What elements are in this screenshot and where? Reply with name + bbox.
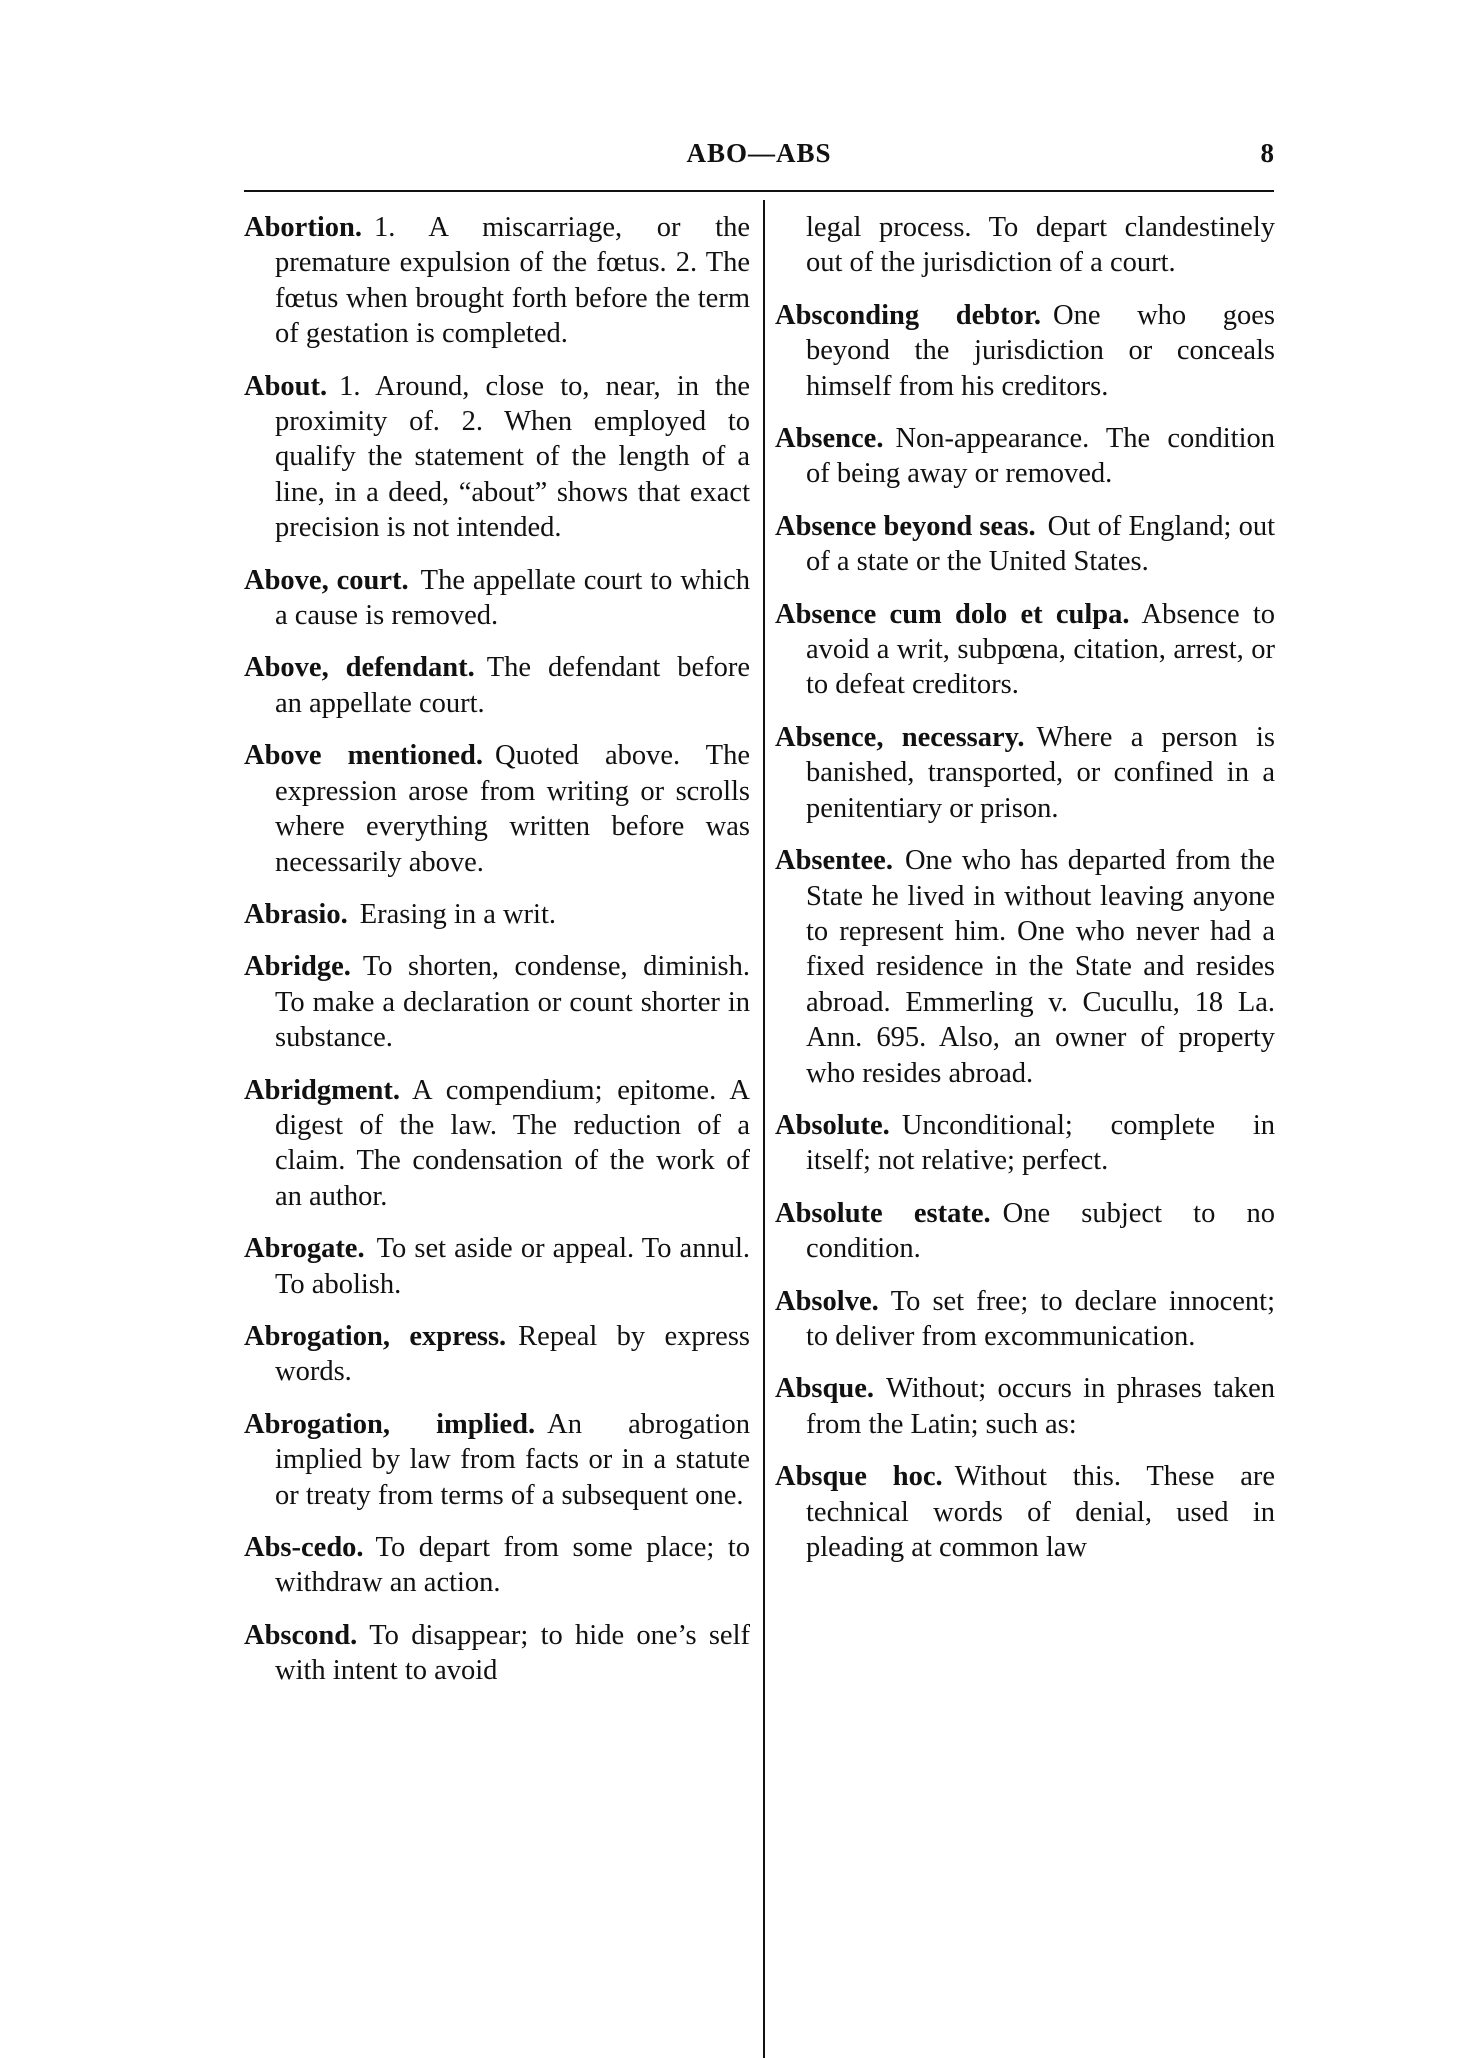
entry-headword: Absence, necessary. bbox=[775, 721, 1025, 753]
dictionary-entry bbox=[244, 210, 750, 352]
entry-headword: Absque hoc. bbox=[775, 1461, 943, 1493]
entry-definition: Without; occurs in phrases taken from the Latin; such as: bbox=[806, 1373, 1275, 1440]
dictionary-entry bbox=[244, 949, 750, 1055]
dictionary-entry bbox=[244, 1530, 750, 1601]
entry-definition: The defendant before an appellate court. bbox=[275, 652, 751, 719]
entry-headword: Abscond. bbox=[244, 1619, 358, 1651]
entry-headword: Absence cum dolo et culpa. bbox=[775, 598, 1130, 630]
entry-definition: To shorten, condense, diminish. To make a declaration or count shorter in substance. bbox=[275, 951, 750, 1054]
entry-definition: Unconditional; complete in itself; not relative; perfect. bbox=[806, 1109, 1275, 1177]
entry-definition: One who has departed from the State he lived in without leaving anyone to represent him. One who never had a fixed residence in the State and resides abroad. Emmerling v. Cucullu, 18 La. Ann. 695. Also, an owner of property who resides abroad. bbox=[806, 845, 1275, 1089]
entry-definition: To set free; to declare innocent; to deliver from excommunication. bbox=[806, 1285, 1275, 1352]
entry-headword: Absence. bbox=[775, 423, 884, 455]
dictionary-entry bbox=[775, 720, 1275, 826]
continued-definition: legal process. To depart clandestinely out of the jurisdiction of a court. bbox=[806, 212, 1275, 279]
left-column bbox=[244, 210, 750, 1706]
dictionary-entry bbox=[775, 597, 1275, 703]
entry-definition: One who goes beyond the jurisdiction or conceals himself from his creditors. bbox=[806, 299, 1275, 402]
running-head: ABO—ABS bbox=[686, 138, 832, 168]
entry-headword: Abrogation, implied. bbox=[244, 1408, 536, 1440]
entry-definition: To depart from some place; to withdraw an action. bbox=[275, 1532, 750, 1599]
entry-headword: Absolve. bbox=[775, 1285, 879, 1317]
dictionary-entry bbox=[244, 1231, 750, 1302]
column-divider bbox=[763, 200, 765, 2058]
dictionary-entry bbox=[244, 369, 750, 546]
entry-headword: Abridgment. bbox=[244, 1074, 400, 1106]
page-header bbox=[244, 138, 1274, 174]
dictionary-entry bbox=[775, 298, 1275, 404]
entry-definition: Quoted above. The expression arose from writing or scrolls where everything written before was necessarily above. bbox=[275, 740, 750, 878]
entry-definition: Non-appearance. The condition of being away or removed. bbox=[806, 423, 1275, 490]
entry-definition: Absence to avoid a writ, subpœna, citation, arrest, or to defeat creditors. bbox=[806, 598, 1275, 701]
entry-headword: Absentee. bbox=[775, 845, 893, 877]
dictionary-entry bbox=[244, 563, 750, 634]
entry-headword: Abridge. bbox=[244, 951, 351, 983]
entry-definition: A compendium; epitome. A digest of the law. The reduction of a claim. The condensation of the work of an author. bbox=[275, 1074, 750, 1212]
entry-definition: Without this. These are technical words of denial, used in pleading at common law bbox=[806, 1461, 1276, 1563]
entry-definition: An abrogation implied by law from facts or in a statute or treaty from terms of a subsequent one. bbox=[275, 1408, 750, 1511]
entry-definition: 1. Around, close to, near, in the proximity of. 2. When employed to qualify the statement of the length of a line, in a deed, “about” shows that exact precision is not intended. bbox=[275, 370, 750, 544]
dictionary-entry bbox=[775, 509, 1275, 580]
entry-headword: Absence beyond seas. bbox=[775, 510, 1036, 542]
entry-definition: To disappear; to hide one’s self with intent to avoid bbox=[275, 1619, 750, 1687]
header-rule bbox=[244, 190, 1274, 192]
entry-headword: Abrasio. bbox=[244, 898, 348, 930]
entry-headword: Abrogation, express. bbox=[244, 1320, 507, 1352]
dictionary-entry bbox=[775, 1459, 1275, 1565]
entry-headword: Abortion. bbox=[244, 212, 362, 243]
entry-headword: Above, defendant. bbox=[244, 652, 475, 684]
dictionary-entry bbox=[244, 1407, 750, 1513]
entry-definition: 1. A miscarriage, or the premature expulsion of the fœtus. 2. The fœtus when brought forth before the term of gestation is completed. bbox=[275, 212, 750, 350]
entry-headword: Absolute. bbox=[775, 1109, 890, 1141]
entry-definition: Out of England; out of a state or the United States. bbox=[806, 510, 1276, 578]
entry-definition: The appellate court to which a cause is removed. bbox=[275, 564, 750, 632]
dictionary-entry bbox=[244, 1319, 750, 1390]
dictionary-entry bbox=[775, 843, 1275, 1091]
dictionary-entry bbox=[775, 421, 1275, 492]
entry-definition: Where a person is banished, transported, or confined in a penitentiary or prison. bbox=[806, 721, 1275, 824]
dictionary-entry bbox=[775, 1196, 1275, 1267]
entry-definition: Repeal by express words. bbox=[275, 1320, 750, 1388]
dictionary-entry bbox=[244, 897, 750, 932]
dictionary-entry bbox=[775, 1284, 1275, 1355]
right-column bbox=[775, 210, 1275, 1582]
entry-headword: Absolute estate. bbox=[775, 1197, 991, 1229]
dictionary-entry bbox=[244, 650, 750, 721]
entry-headword: Abrogate. bbox=[244, 1233, 365, 1265]
dictionary-entry bbox=[244, 1073, 750, 1215]
dictionary-entry bbox=[775, 1371, 1275, 1442]
entry-headword: Absque. bbox=[775, 1373, 874, 1405]
dictionary-entry bbox=[244, 738, 750, 880]
entry-headword: Absconding debtor. bbox=[775, 299, 1041, 331]
entry-headword: About. bbox=[244, 370, 328, 402]
entry-headword: Abs-cedo. bbox=[244, 1532, 364, 1563]
dictionary-entry bbox=[775, 1108, 1275, 1179]
entry-definition: One subject to no condition. bbox=[806, 1197, 1275, 1265]
entry-definition: Erasing in a writ. bbox=[359, 898, 557, 930]
page-number: 8 bbox=[1260, 138, 1274, 168]
entry-headword: Above, court. bbox=[244, 564, 409, 596]
entry-definition: To set aside or appeal. To annul. To abolish. bbox=[275, 1233, 750, 1300]
entry-headword: Above mentioned. bbox=[244, 740, 484, 772]
dictionary-entry bbox=[244, 1618, 750, 1689]
